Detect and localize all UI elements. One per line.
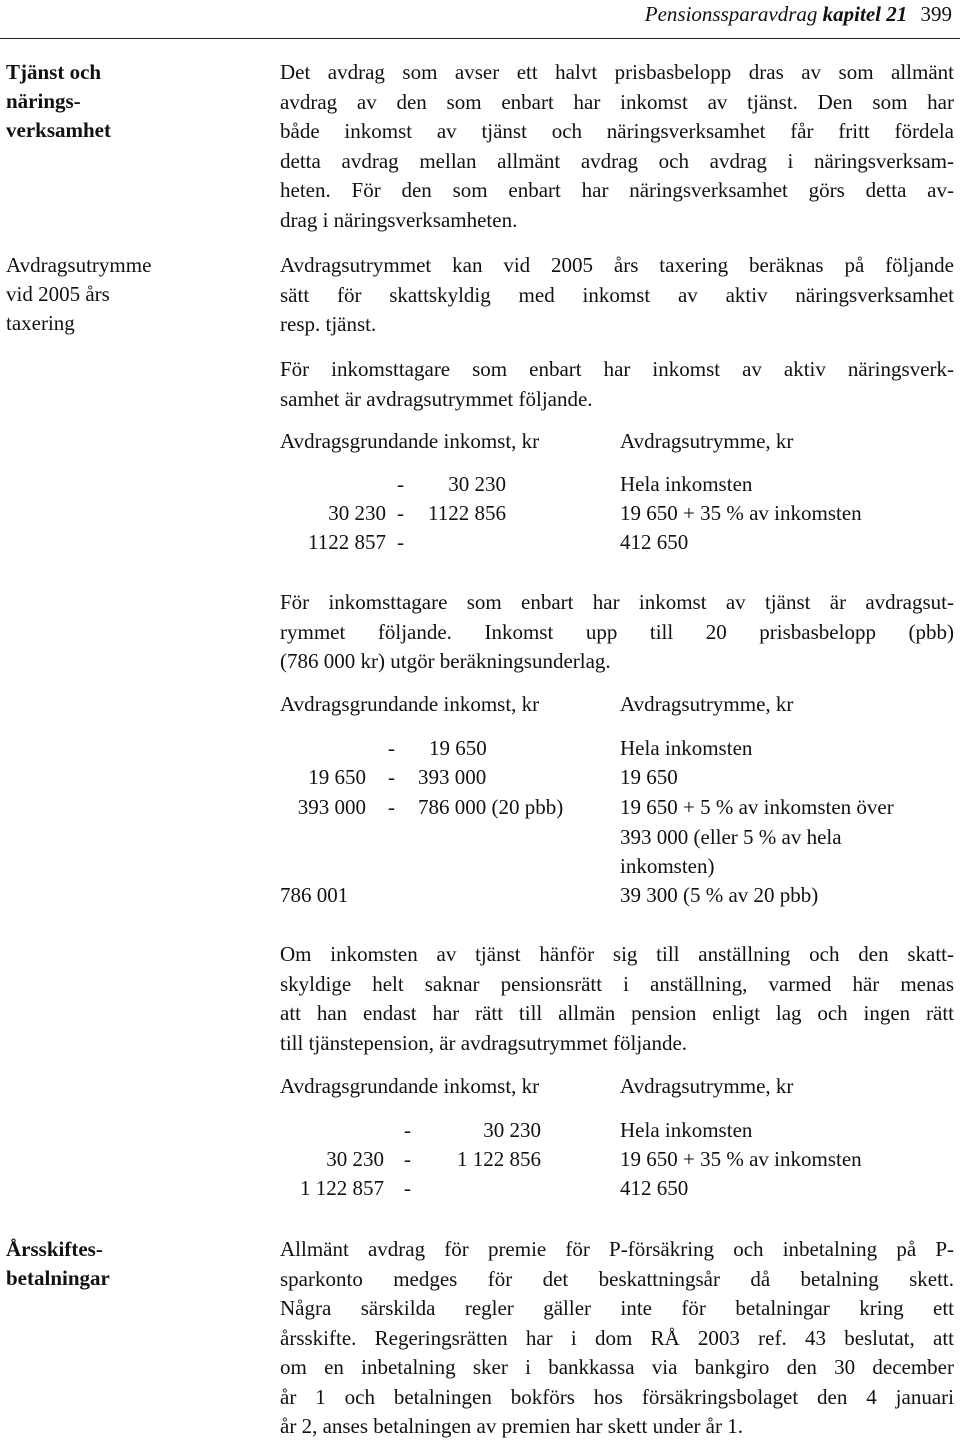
margin-heading-tjanst [6,58,206,145]
cell-value: Hela inkomsten [620,736,753,760]
paragraph-line: Några särskilda regler gäller inte för betalningar kring ett [280,1296,954,1320]
column-header-income: Avdragsgrundande inkomst, kr [280,1074,540,1098]
margin-heading-line: vid 2005 års [6,282,110,306]
paragraph-2 [280,251,954,340]
paragraph-line: Om inkomsten av tjänst hänför sig till anställning och den skatt- [280,942,954,966]
column-header-income: Avdragsgrundande inkomst, kr [280,429,540,453]
table-3-row [280,1116,954,1145]
paragraph-line: till tjänstepension, är avdragsutrymmet följande. [280,1030,688,1055]
paragraph-1 [280,58,954,235]
cell-from: 30 230 [326,1147,384,1171]
cell-dash: - [404,1118,411,1142]
table-1-row [280,470,954,499]
cell-dash: - [388,736,395,760]
cell-from: 393 000 [297,795,366,819]
column-header-deduction: Avdragsutrymme, kr [620,429,794,453]
cell-dash: - [397,472,404,496]
cell-to: 30 230 [483,1118,541,1142]
paragraph-line: skyldige helt saknar pensionsrätt i anställning, varmed här menas [280,971,954,996]
margin-heading-line: taxering [6,311,75,335]
paragraph-line: sätt för skattskyldig med inkomst av aktiv näringsverksamhet [280,282,954,307]
cell-value: 393 000 (eller 5 % av hela [620,825,842,849]
paragraph-line: För inkomsttagare som enbart har inkomst av aktiv näringsverk- [280,357,954,381]
column-header-income: Avdragsgrundande inkomst, kr [280,692,540,716]
cell-value: Hela inkomsten [620,472,753,496]
paragraph-line: heten. För den som enbart har näringsverksamhet görs detta av- [280,178,954,202]
paragraph-line: (786 000 kr) utgör beräkningsunderlag. [280,649,611,673]
paragraph-line: år 2, anses betalningen av premien har skett under år 1. [280,1414,743,1438]
cell-from: 30 230 [328,501,386,525]
cell-to: 30 230 [448,472,506,496]
cell-dash: - [397,530,404,554]
running-header [645,2,952,27]
header-chapter: kapitel 21 [822,2,908,26]
cell-value: 412 650 [620,1176,689,1200]
cell-dash: - [388,765,395,789]
column-header-deduction: Avdragsutrymme, kr [620,692,794,716]
column-header-deduction: Avdragsutrymme, kr [620,1074,794,1098]
table-2-row [280,793,954,881]
cell-value: Hela inkomsten [620,1118,753,1142]
cell-value: 19 650 [620,765,678,789]
cell-value: inkomsten) [620,854,715,878]
paragraph-6 [280,1235,954,1442]
header-rule [0,38,960,39]
margin-heading-line: verksamhet [6,118,111,142]
paragraph-line: både inkomst av tjänst och näringsverksamhet får fritt fördela [280,119,954,143]
table-3-row [280,1174,954,1203]
paragraph-line: sparkonto medges för det beskattningsår då betalning skett. [280,1266,954,1291]
paragraph-3 [280,355,954,414]
margin-heading-line: Avdragsutrymme [6,253,152,277]
paragraph-line: om en inbetalning sker i bankkassa via bankgiro den 30 december [280,1355,954,1379]
paragraph-4 [280,588,954,677]
cell-to: 1122 856 [428,501,506,525]
paragraph-line: Avdragsutrymmet kan vid 2005 års taxering beräknas på följande [280,253,954,277]
cell-to: 786 000 (20 pbb) [418,795,564,819]
paragraph-line: detta avdrag mellan allmänt avdrag och avdrag i näringsverksam- [280,148,954,173]
cell-value: 39 300 (5 % av 20 pbb) [620,883,819,907]
margin-heading-line: närings- [6,89,81,113]
paragraph-line: drag i näringsverksamheten. [280,207,518,232]
cell-value: 19 650 + 5 % av inkomsten över [620,795,894,819]
cell-dash: - [404,1176,411,1200]
table-2-row [280,763,954,792]
paragraph-5 [280,940,954,1058]
margin-heading-line: betalningar [6,1266,110,1290]
margin-heading-arsskiftesbetalningar [6,1235,206,1293]
paragraph-line: rymmet följande. Inkomst upp till 20 prisbasbelopp (pbb) [280,619,954,644]
page-number: 399 [920,2,952,26]
header-title: Pensionssparavdrag [644,2,818,26]
cell-value: 412 650 [620,530,689,554]
table-3-row [280,1145,954,1174]
cell-dash: - [397,501,404,525]
paragraph-line: att han endast har rätt till allmän pension enligt lag och ingen rätt [280,1001,954,1025]
cell-from: 1 122 857 [300,1176,384,1200]
paragraph-line: samhet är avdragsutrymmet följande. [280,386,593,411]
paragraph-line: Allmänt avdrag för premie för P-försäkring och inbetalning på P- [280,1237,954,1261]
paragraph-line: avdrag av den som enbart har inkomst av tjänst. Den som har [280,89,954,114]
table-2-row [280,881,954,910]
cell-dash: - [404,1147,411,1171]
margin-heading-avdragsutrymme [6,251,206,338]
margin-heading-line: Tjänst och [6,60,102,84]
paragraph-line: år 1 och betalningen bokförs hos försäkringsbolaget den 4 januari [280,1384,954,1409]
table-1-row [280,499,954,528]
cell-from: 1122 857 [308,530,386,554]
paragraph-line: För inkomsttagare som enbart har inkomst av tjänst är avdragsut- [280,590,954,614]
cell-value: 19 650 + 35 % av inkomsten [620,1147,862,1171]
cell-to: 19 650 [429,736,487,760]
cell-dash: - [388,795,395,819]
table-2-row [280,734,954,763]
paragraph-line: resp. tjänst. [280,312,377,336]
cell-to: 393 000 [418,765,487,789]
cell-from: 786 001 [280,883,349,907]
cell-from: 19 650 [308,765,366,789]
margin-heading-line: Årsskiftes- [6,1237,103,1261]
paragraph-line: årsskifte. Regeringsrätten har i dom RÅ 2003 ref. 43 beslutat, att [280,1325,954,1350]
cell-to: 1 122 856 [457,1147,541,1171]
paragraph-line: Det avdrag som avser ett halvt prisbasbelopp dras av som allmänt [280,60,954,84]
cell-value: 19 650 + 35 % av inkomsten [620,501,862,525]
table-1-row [280,528,954,557]
